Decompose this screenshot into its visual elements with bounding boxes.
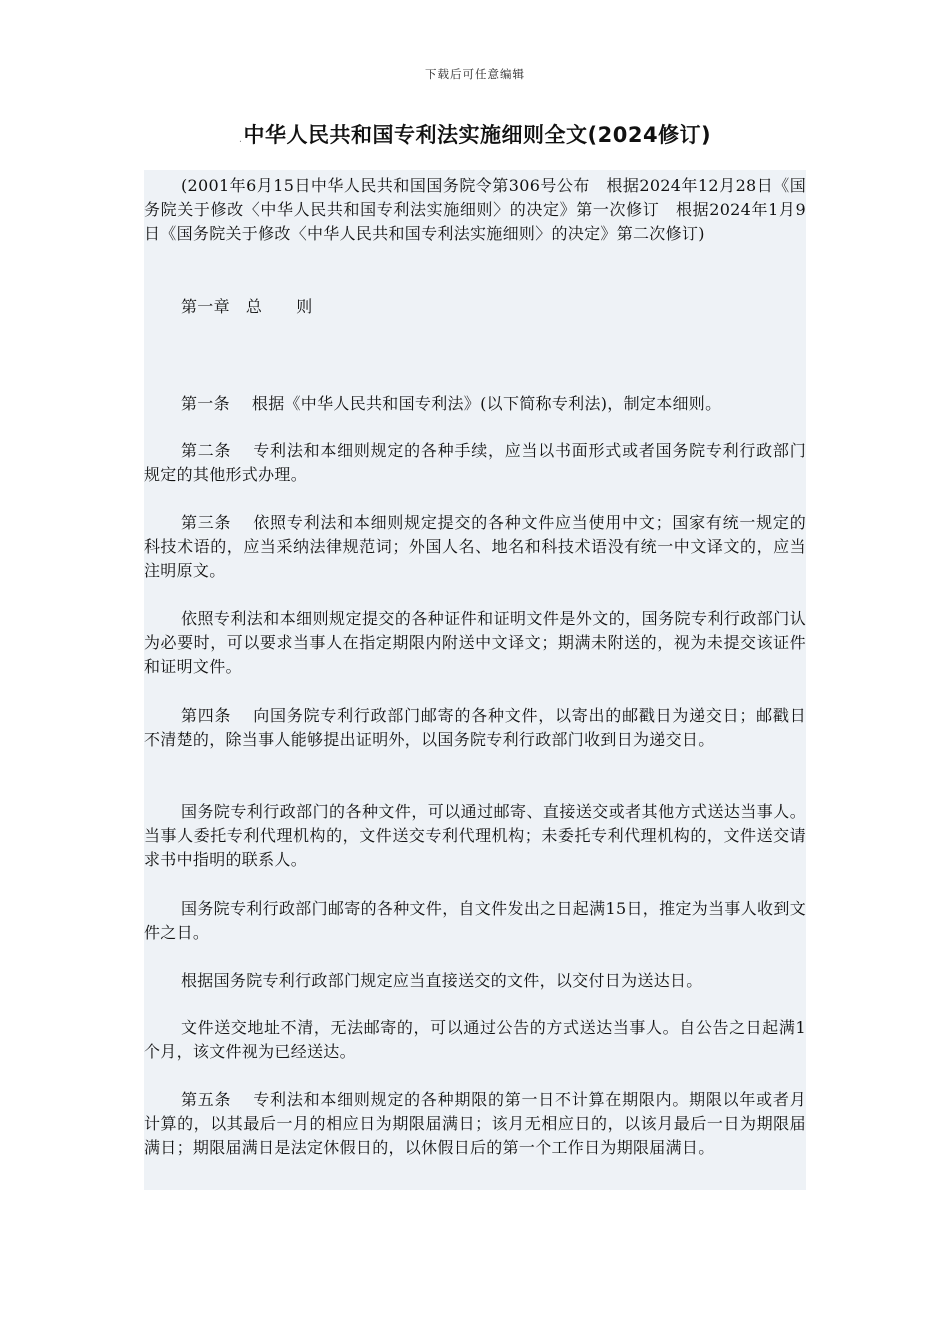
- article-label: 第四条: [181, 706, 232, 725]
- document-body: [144, 170, 806, 1190]
- article-text: 根据《中华人民共和国专利法》(以下简称专利法)，制定本细则。: [251, 394, 722, 413]
- article-paragraph: [144, 897, 806, 945]
- title-text: 中华人民共和国专利法实施细则全文(2024修订): [243, 123, 712, 147]
- article-text: 文件送交地址不清，无法邮寄的，可以通过公告的方式送达当事人。自公告之日起满1个月，该文件视为已经送达。: [144, 1018, 806, 1061]
- article-text: 依照专利法和本细则规定提交的各种证件和证明文件是外文的，国务院专利行政部门认为必要时，可以要求当事人在指定期限内附送中文译文；期满未附送的，视为未提交该证件和证明文件。: [144, 609, 806, 676]
- article-paragraph: [144, 511, 806, 583]
- title-dot: .: [238, 134, 243, 145]
- preamble: (2001年6月15日中华人民共和国国务院令第306号公布 根据2024年12月28日《国务院关于修改〈中华人民共和国专利法实施细则〉的决定》第一次修订 根据2024年1月9日《国务院关于修改〈中华人民共和国专利法实施细则〉的决定》第二次修订): [144, 176, 806, 243]
- article-text: 专利法和本细则规定的各种手续，应当以书面形式或者国务院专利行政部门规定的其他形式办理。: [144, 441, 806, 484]
- article-text: 向国务院专利行政部门邮寄的各种文件，以寄出的邮戳日为递交日；邮戳日不清楚的，除当事人能够提出证明外，以国务院专利行政部门收到日为递交日。: [144, 706, 806, 749]
- article-paragraph: [144, 1016, 806, 1064]
- article-label: 第一条: [181, 394, 230, 413]
- article-paragraph: [144, 1088, 806, 1160]
- chapter-number: 第一章: [181, 297, 230, 316]
- article-label: 第三条: [181, 513, 232, 532]
- chapter-name-2: 则: [296, 297, 313, 316]
- article-paragraph: [144, 704, 806, 752]
- article-label: 第二条: [181, 441, 232, 460]
- article-paragraph: [144, 607, 806, 679]
- chapter-heading: [144, 295, 806, 319]
- article-text: 专利法和本细则规定的各种期限的第一日不计算在期限内。期限以年或者月计算的，以其最后一月的相应日为期限届满日；该月无相应日的，以该月最后一日为期限届满日；期限届满日是法定休假日的，以休假日后的第一个工作日为期限届满日。: [144, 1090, 806, 1157]
- header-note: 下载后可任意编辑: [425, 67, 525, 81]
- article-paragraph: [144, 969, 806, 993]
- article-label: 第五条: [181, 1090, 232, 1109]
- document-title: [0, 119, 950, 149]
- article-text: 国务院专利行政部门的各种文件，可以通过邮寄、直接送交或者其他方式送达当事人。当事人委托专利代理机构的，文件送交专利代理机构；未委托专利代理机构的，文件送交请求书中指明的联系人。: [144, 802, 806, 869]
- article-paragraph: [144, 392, 806, 416]
- article-paragraph: [144, 439, 806, 487]
- article-text: 根据国务院专利行政部门规定应当直接送交的文件，以交付日为送达日。: [181, 971, 703, 990]
- article-paragraph: [144, 800, 806, 872]
- article-text: 依照专利法和本细则规定提交的各种文件应当使用中文；国家有统一规定的科技术语的，应当采纳法律规范词；外国人名、地名和科技术语没有统一中文译文的，应当注明原文。: [144, 513, 806, 580]
- chapter-name-1: 总: [245, 297, 263, 316]
- article-text: 国务院专利行政部门邮寄的各种文件，自文件发出之日起满15日，推定为当事人收到文件之日。: [144, 899, 806, 942]
